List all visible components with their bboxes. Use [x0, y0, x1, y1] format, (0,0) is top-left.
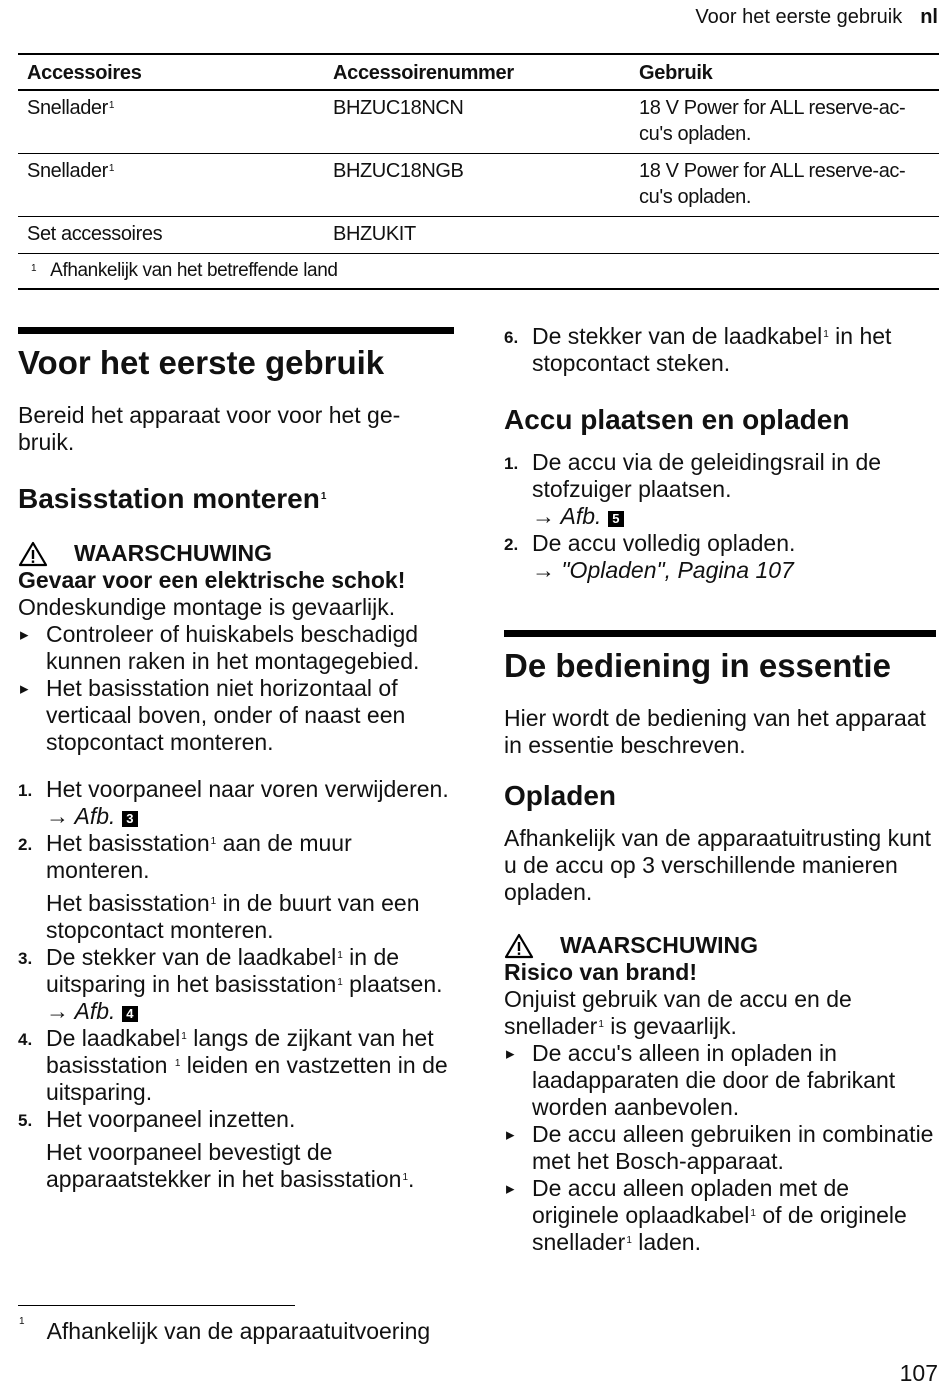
- section-rule: [504, 630, 936, 637]
- table-cell: Snellader$^1$: [18, 90, 324, 154]
- list-item: ▸ Controleer of huiskabels beschadigd kunnen raken in het montagegebied.: [18, 621, 454, 675]
- section-rule: [18, 327, 454, 334]
- step-item: 3. De stekker van de laadkabel$^1$ in de uitsparing in het basisstation$^1$ plaatsen. → Afb. 4: [18, 944, 443, 1024]
- accu-steps: [504, 449, 936, 584]
- accessories-table: [18, 53, 939, 290]
- table-footnote: $^1$ Afhankelijk van het betreffende land: [18, 254, 939, 290]
- section-title: De bediening in essentie: [504, 647, 891, 684]
- step-item: 1. De accu via de geleidingsrail in de stofzuiger plaatsen. → Afb. 5: [504, 449, 882, 529]
- table-cell: 18 V Power for ALL reserve-ac- cu's opladen.: [630, 90, 939, 154]
- page-number: 107: [899, 1360, 938, 1386]
- mount-steps: [18, 776, 454, 1193]
- warning-header: [18, 540, 454, 567]
- running-header: [695, 6, 938, 29]
- warning-block: [504, 932, 936, 1256]
- warning-bullets: [504, 1040, 936, 1256]
- warning-bullets: [18, 621, 454, 756]
- table-cell: 18 V Power for ALL reserve-ac- cu's opladen.: [630, 154, 939, 217]
- step-item: 6. De stekker van de laadkabel$^1$ in het stopcontact steken.: [504, 323, 892, 376]
- figure-reference: → Afb. 5: [532, 503, 624, 529]
- warning-label: WAARSCHUWING: [560, 932, 759, 958]
- warning-block: [18, 540, 454, 756]
- step-item: 2. De accu volledig opladen. → "Opladen", Pagina 107: [504, 530, 796, 583]
- warning-text: Ondeskundige montage is gevaarlijk.: [18, 594, 396, 620]
- column-header: Gebruik: [630, 54, 939, 90]
- warning-triangle-icon: [18, 541, 48, 567]
- page-footnote: $^1$ Afhankelijk van de apparaatuitvoering: [19, 1316, 431, 1344]
- table-row: [18, 90, 939, 154]
- table-footnote-row: [18, 254, 939, 290]
- intro-text: Hier wordt de bediening van het apparaat in essentie beschreven.: [504, 705, 926, 758]
- figure-reference: → Afb. 3: [46, 803, 138, 829]
- table-header-row: [18, 54, 939, 90]
- subsection-title: Basisstation monteren$^1$: [18, 483, 327, 514]
- column-header: Accessoires: [18, 54, 324, 90]
- list-item: ▸ De accu alleen opladen met de originele oplaadkabel$^1$ of de originele snellader$^1$ laden.: [504, 1175, 936, 1256]
- warning-label: WAARSCHUWING: [74, 540, 273, 566]
- table-cell: BHZUKIT: [324, 217, 630, 254]
- continued-steps: [504, 323, 936, 377]
- language-code: nl: [920, 6, 938, 28]
- section-title: Voor het eerste gebruik: [18, 344, 385, 381]
- intro-text: Bereid het apparaat voor voor het ge-bruik.: [18, 402, 401, 455]
- figure-reference: → Afb. 4: [46, 998, 138, 1024]
- subsection-title: Accu plaatsen en opladen: [504, 404, 850, 435]
- column-header: Accessoirenummer: [324, 54, 630, 90]
- step-item: 1. Het voorpaneel naar voren verwijderen. → Afb. 3: [18, 776, 449, 829]
- warning-header: [504, 932, 936, 959]
- list-item: ▸ De accu's alleen in opladen in laadapparaten die door de fabrikant worden aanbevolen.: [504, 1040, 936, 1121]
- table-cell: [630, 217, 939, 254]
- list-item: ▸ De accu alleen gebruiken in combinatie met het Bosch-apparaat.: [504, 1121, 936, 1175]
- warning-triangle-icon: [504, 933, 534, 959]
- table-row: [18, 217, 939, 254]
- step-item: 2. Het basisstation$^1$ aan de muur monteren. Het basisstation$^1$ in de buurt van een stopcontact monteren.: [18, 830, 420, 943]
- step-item: 4. De laadkabel$^1$ langs de zijkant van het basisstation $^1$ leiden en vastzetten in de uitsparing.: [18, 1025, 448, 1105]
- step-item: 5. Het voorpaneel inzetten. Het voorpaneel bevestigt de apparaatstekker in het basisstation$^1$.: [18, 1106, 415, 1192]
- table-cell: Set accessoires: [18, 217, 324, 254]
- warning-text: Onjuist gebruik van de accu en de snellader$^1$ is gevaarlijk.: [504, 986, 852, 1039]
- subsection-title: Opladen: [504, 780, 617, 811]
- opladen-text: Afhankelijk van de apparaatuitrusting kunt u de accu op 3 verschillende manieren opladen.: [504, 825, 932, 905]
- left-column: [18, 327, 454, 1193]
- warning-title: Risico van brand!: [504, 959, 697, 985]
- footnote-rule: [18, 1305, 295, 1306]
- running-header-title: Voor het eerste gebruik: [695, 6, 903, 28]
- warning-title: Gevaar voor een elektrische schok!: [18, 567, 406, 593]
- table-cell: Snellader$^1$: [18, 154, 324, 217]
- list-item: ▸ Het basisstation niet horizontaal of verticaal boven, onder of naast een stopcontact monteren.: [18, 675, 454, 756]
- table-row: [18, 154, 939, 217]
- page-reference[interactable]: → "Opladen", Pagina 107: [532, 557, 794, 583]
- table-cell: BHZUC18NGB: [324, 154, 630, 217]
- right-column: [504, 323, 936, 1256]
- table-cell: BHZUC18NCN: [324, 90, 630, 154]
